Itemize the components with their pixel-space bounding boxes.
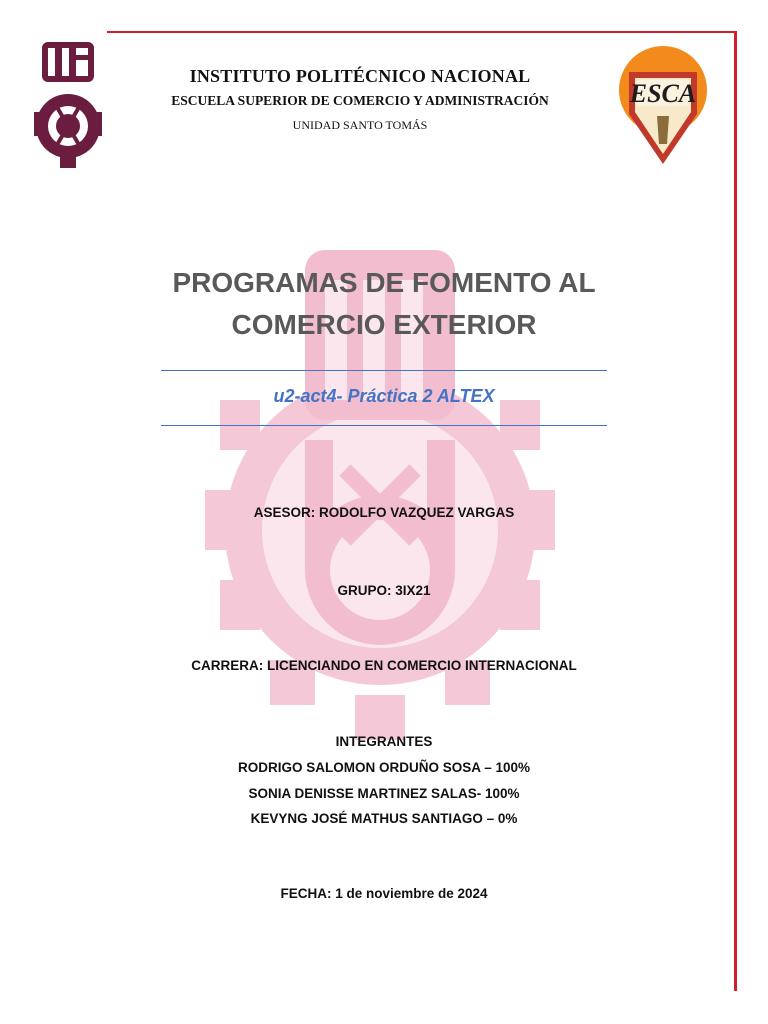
subtitle-rule-bottom — [161, 425, 607, 426]
asesor-line: ASESOR: RODOLFO VAZQUEZ VARGAS — [253, 505, 515, 520]
document-title — [140, 262, 628, 346]
svg-text:ESCA: ESCA — [629, 79, 697, 108]
page-border-top — [107, 31, 737, 33]
member-item: KEVYNG JOSÉ MATHUS SANTIAGO – 0% — [250, 811, 518, 826]
unit-name: UNIDAD SANTO TOMÁS — [292, 118, 428, 132]
member-item: RODRIGO SALOMON ORDUÑO SOSA – 100% — [237, 760, 531, 775]
subtitle-rule-top — [161, 370, 607, 371]
grupo-line: GRUPO: 3IX21 — [337, 583, 431, 598]
institution-name: INSTITUTO POLITÉCNICO NACIONAL — [189, 66, 531, 86]
integrantes-heading: INTEGRANTES — [335, 734, 433, 749]
date-line: FECHA: 1 de noviembre de 2024 — [280, 886, 488, 901]
title-line-1: PROGRAMAS DE FOMENTO AL — [172, 267, 596, 298]
document-subtitle: u2-act4- Práctica 2 ALTEX — [273, 386, 495, 406]
carrera-line: CARRERA: LICENCIANDO EN COMERCIO INTERNACIONAL — [191, 658, 577, 673]
title-line-2: COMERCIO EXTERIOR — [231, 309, 537, 340]
page-border-right — [734, 31, 737, 991]
school-name: ESCUELA SUPERIOR DE COMERCIO Y ADMINISTRACIÓN — [171, 93, 549, 108]
member-item: SONIA DENISSE MARTINEZ SALAS- 100% — [248, 786, 520, 801]
